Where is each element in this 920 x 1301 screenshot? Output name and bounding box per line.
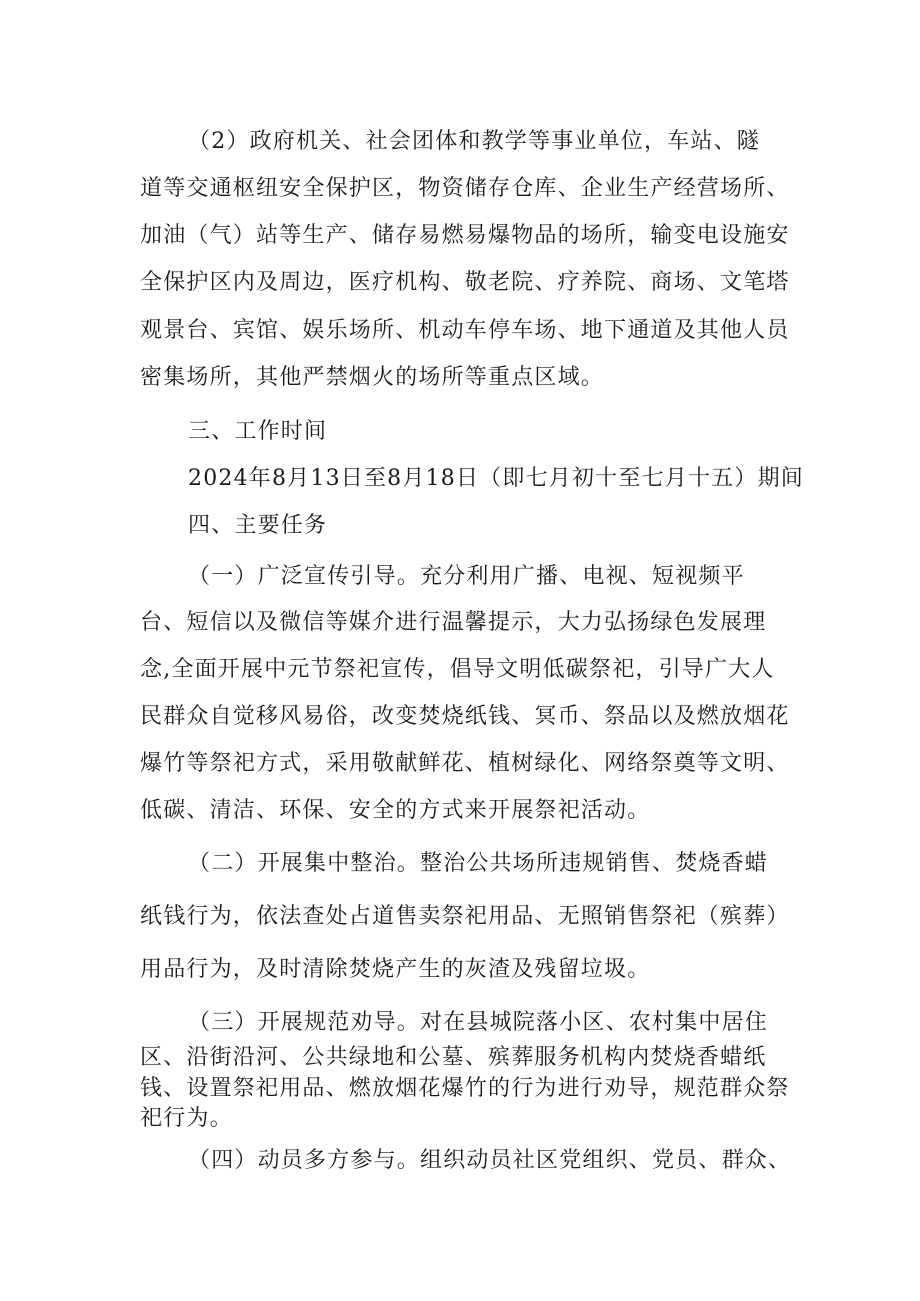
- paragraph-line-6: 密集场所，其他严禁烟火的场所等重点区域。: [140, 365, 605, 390]
- paragraph-line-4: 全保护区内及周边，医疗机构、敬老院、疗养院、商场、文笔塔: [140, 270, 790, 295]
- paragraph-line-23: （四）动员多方参与。组织动员社区党组织、党员、群众、: [188, 1148, 792, 1173]
- paragraph-line-19: （三）开展规范劝导。对在县城院落小区、农村集中居住: [188, 1010, 769, 1035]
- paragraph-line-3: 加油（气）站等生产、储存易燃易爆物品的场所，输变电设施安: [140, 223, 790, 248]
- paragraph-line-18: 用品行为，及时清除焚烧产生的灰渣及残留垃圾。: [140, 957, 651, 982]
- paragraph-line-16: （二）开展集中整治。整治公共场所违规销售、焚烧香蜡: [188, 851, 769, 876]
- section-heading-main-tasks: 四、主要任务: [188, 513, 328, 538]
- paragraph-line-22: 祀行为。: [140, 1106, 233, 1131]
- paragraph-line-11: 台、短信以及微信等媒介进行温馨提示，大力弘扬绿色发展理: [140, 610, 767, 635]
- paragraph-line-21: 钱、设置祭祀用品、燃放烟花爆竹的行为进行劝导，规范群众祭: [140, 1076, 790, 1101]
- paragraph-line-17: 纸钱行为，依法查处占道售卖祭祀用品、无照销售祭祀（殡葬）: [140, 904, 790, 929]
- paragraph-line-2: 道等交通枢纽安全保护区，物资储存仓库、企业生产经营场所、: [140, 176, 790, 201]
- paragraph-line-1: （2）政府机关、社会团体和教学等事业单位，车站、隧: [188, 129, 760, 154]
- paragraph-line-10: （一）广泛宣传引导。充分利用广播、电视、短视频平: [188, 564, 745, 589]
- work-time-text: 2024年8月13日至8月18日（即七月初十至七月十五）期间: [188, 466, 804, 491]
- paragraph-line-13: 民群众自觉移风易俗，改变焚烧纸钱、冥币、祭品以及燃放烟花: [140, 704, 790, 729]
- paragraph-line-5: 观景台、宾馆、娱乐场所、机动车停车场、地下通道及其他人员: [140, 318, 790, 343]
- section-heading-work-time: 三、工作时间: [188, 419, 328, 444]
- paragraph-line-14: 爆竹等祭祀方式，采用敬献鲜花、植树绿化、网络祭奠等文明、: [140, 751, 790, 776]
- paragraph-line-15: 低碳、清洁、环保、安全的方式来开展祭祀活动。: [140, 798, 651, 823]
- paragraph-line-12: 念,全面开展中元节祭祀宣传，倡导文明低碳祭祀，引导广大人: [140, 657, 775, 682]
- paragraph-line-20: 区、沿街沿河、公共绿地和公墓、殡葬服务机构内焚烧香蜡纸: [140, 1045, 767, 1070]
